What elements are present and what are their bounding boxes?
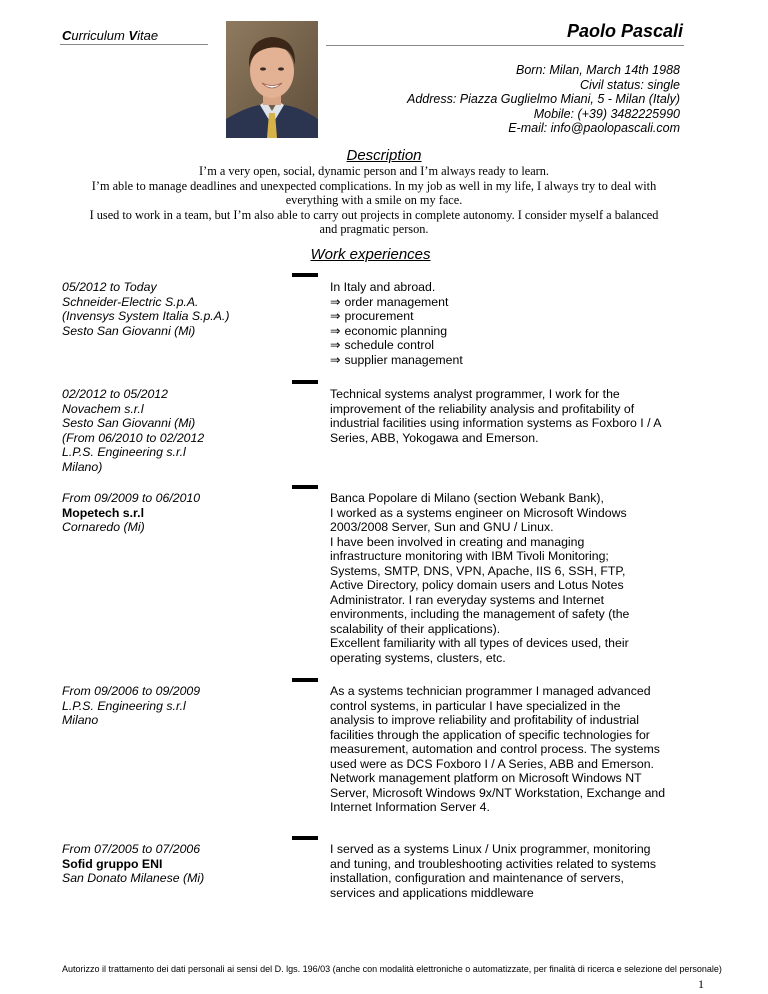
header-rule-left <box>60 44 208 45</box>
contact-info <box>407 63 680 136</box>
job-4-line: analysis to improve reliability and profitability of industrial <box>330 713 639 727</box>
description-line: I’m able to manage deadlines and unexpected complications. In my job as well in my life, I always try to deal with <box>91 178 657 193</box>
job-3-company: Mopetech s.r.l <box>62 505 145 520</box>
job-3-line: environments, including the management of safety (the <box>330 607 630 621</box>
job-5-line: I served as a systems Linux / Unix programmer, monitoring <box>330 842 651 856</box>
profile-photo-image <box>226 21 318 138</box>
job-1-bullet: ⇒ schedule control <box>330 338 435 352</box>
job-1-company: Schneider-Electric S.p.A. <box>62 294 199 309</box>
job-5-description <box>330 842 690 900</box>
job-3-line: Banca Popolare di Milano (section Webank Bank), <box>330 491 604 505</box>
description-line: everything with a smile on my face. <box>285 193 463 208</box>
description-line: I’m a very open, social, dynamic person and I’m always ready to learn. <box>199 164 549 178</box>
job-divider-dash <box>292 836 318 840</box>
job-4-line: Server, Microsoft Windows 9x/NT Workstation, Exchange and <box>330 785 666 800</box>
job-3-line: 2003/2008 Server, Sun and GNU / Linux. <box>330 520 554 534</box>
job-divider-dash <box>292 380 318 384</box>
description-text <box>60 164 688 237</box>
job-2-description <box>330 387 690 445</box>
job-5-details <box>62 842 292 886</box>
job-1-description <box>330 280 690 367</box>
job-3-details <box>62 491 292 535</box>
job-4-line: control systems, in particular I have specialized in the <box>330 698 621 713</box>
job-3-date: From 09/2009 to 06/2010 <box>62 491 201 505</box>
cv-label-initial-v: V <box>128 28 138 43</box>
description-line: and pragmatic person. <box>319 222 429 237</box>
job-1-bullet: ⇒ procurement <box>330 309 414 323</box>
description-line: I used to work in a team, but I’m also able to carry out projects in complete autonomy. I consider myself a balanced <box>89 207 659 222</box>
job-2-note: Milano) <box>62 459 103 474</box>
profile-photo <box>226 21 318 138</box>
job-1-date: 05/2012 to Today <box>62 280 157 294</box>
job-divider-dash <box>292 485 318 489</box>
job-1-bullet: ⇒ order management <box>330 294 449 309</box>
job-5-date: From 07/2005 to 07/2006 <box>62 842 201 856</box>
mobile: Mobile: (+39) 3482225990 <box>533 106 680 121</box>
job-1-place: Sesto San Giovanni (Mi) <box>62 323 196 338</box>
job-2-line: Technical systems analyst programmer, I work for the <box>330 387 620 401</box>
job-3-line: Systems, SMTP, DNS, VPN, Apache, IIS 6, SSH, FTP, <box>330 563 626 578</box>
job-1-details <box>62 280 292 338</box>
implies-arrow-icon: ⇒ <box>330 323 341 338</box>
birth-info: Born: Milan, March 14th 1988 <box>516 63 680 77</box>
job-2-note: (From 06/2010 to 02/2012 <box>62 430 205 445</box>
work-experiences-title: Work experiences <box>310 246 431 263</box>
job-5-line: and tuning, and troubleshooting activities related to systems <box>330 856 657 871</box>
job-3-line: infrastructure monitoring with IBM Tivoli Monitoring; <box>330 549 609 563</box>
job-3-line: operating systems, clusters, etc. <box>330 650 506 665</box>
job-2-line: industrial facilities using information systems as Foxboro I / A <box>330 416 662 430</box>
page-number: 1 <box>698 977 704 991</box>
email: E-mail: info@paolopascali.com <box>508 121 680 135</box>
job-4-place: Milano <box>62 713 99 727</box>
implies-arrow-icon: ⇒ <box>330 352 341 367</box>
address: Address: Piazza Guglielmo Miani, 5 - Milan (Italy) <box>406 92 680 106</box>
job-2-line: improvement of the reliability analysis and profitability of <box>330 401 635 416</box>
implies-arrow-icon: ⇒ <box>330 294 341 309</box>
job-5-line: installation, configuration and maintenance of servers, <box>330 871 624 885</box>
civil-status: Civil status: single <box>579 77 680 92</box>
job-3-line: Excellent familiarity with all types of devices used, their <box>330 636 629 650</box>
candidate-name: Paolo Pascali <box>566 21 683 41</box>
job-2-company: Novachem s.r.l <box>62 401 144 416</box>
job-4-line: Internet Information Server 4. <box>330 800 490 814</box>
job-3-line: Active Directory, policy domain users and Lotus Notes <box>330 578 624 592</box>
cv-label-part2: itae <box>137 28 159 43</box>
job-5-line: services and applications middleware <box>330 885 534 900</box>
job-4-line: facilities through the application of specific technologies for <box>330 727 650 742</box>
job-1-bullet: ⇒ supplier management <box>330 352 463 367</box>
implies-arrow-icon: ⇒ <box>330 309 341 323</box>
job-divider-dash <box>292 678 318 682</box>
job-4-line: used were as DCS Foxboro I / A Series, ABB and Emerson. <box>330 756 654 771</box>
job-2-details <box>62 387 292 474</box>
job-3-line: Administrator. I ran everyday systems and Internet <box>330 592 605 607</box>
job-4-date: From 09/2006 to 09/2009 <box>62 684 201 698</box>
job-4-line: As a systems technician programmer I managed advanced <box>330 684 651 698</box>
job-4-line: measurement, automation and control process. The systems <box>330 742 660 756</box>
job-2-date: 02/2012 to 05/2012 <box>62 387 168 401</box>
job-2-line: Series, ABB, Yokogawa and Emerson. <box>330 430 539 445</box>
job-3-place: Cornaredo (Mi) <box>62 520 145 534</box>
job-4-company: L.P.S. Engineering s.r.l <box>62 698 186 713</box>
cv-label-initial-c: C <box>62 28 72 43</box>
job-4-line: Network management platform on Microsoft Windows NT <box>330 771 642 785</box>
description-title: Description <box>346 147 422 164</box>
job-2-note: L.P.S. Engineering s.r.l <box>62 445 186 459</box>
cv-label <box>62 28 158 43</box>
header-rule-right <box>326 45 684 46</box>
job-5-company: Sofid gruppo ENI <box>62 856 163 871</box>
job-1-company-note: (Invensys System Italia S.p.A.) <box>62 309 230 323</box>
job-2-place: Sesto San Giovanni (Mi) <box>62 416 196 430</box>
job-divider-dash <box>292 273 318 277</box>
privacy-footer: Autorizzo il trattamento dei dati personali ai sensi del D. lgs. 196/03 (anche con modalità elettroniche o automatizzate, per finalità di ricerca e selezione del personale) <box>62 964 722 974</box>
job-4-description <box>330 684 690 815</box>
job-3-line: I have been involved in creating and managing <box>330 534 585 549</box>
job-3-line: I worked as a systems engineer on Microsoft Windows <box>330 505 627 520</box>
job-3-line: scalability of their applications). <box>330 621 501 636</box>
job-1-intro: In Italy and abroad. <box>330 280 436 294</box>
implies-arrow-icon: ⇒ <box>330 338 341 352</box>
job-1-bullet: ⇒ economic planning <box>330 323 448 338</box>
job-4-details <box>62 684 292 728</box>
job-3-description <box>330 491 690 665</box>
job-5-place: San Donato Milanese (Mi) <box>62 871 205 885</box>
cv-label-part1: urriculum <box>71 28 129 43</box>
